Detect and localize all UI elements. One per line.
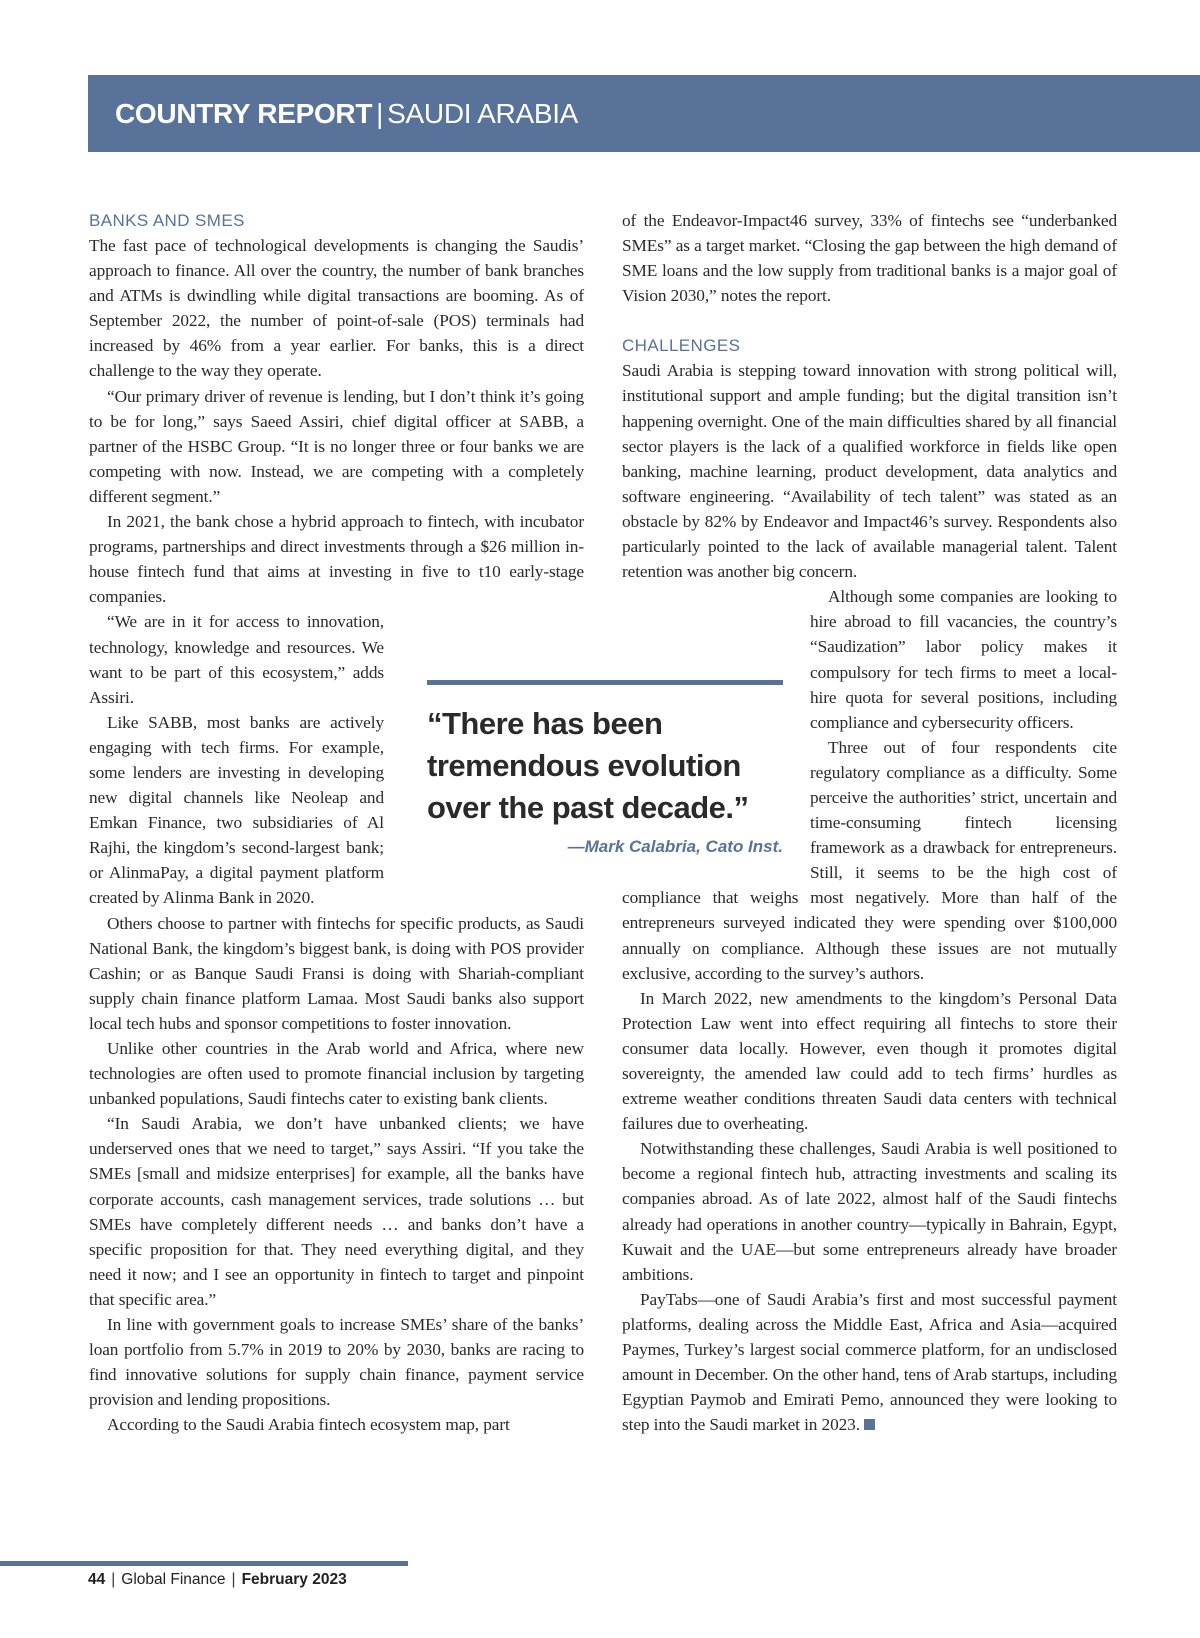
pull-quote-text: “There has been tremendous evolution over the past decade.” bbox=[427, 706, 749, 825]
paragraph: “We are in it for access to innovation, technology, knowledge and resources. We want to be part of this ecosystem,” adds Assiri. bbox=[89, 612, 384, 707]
pull-quote-rule bbox=[427, 680, 783, 685]
footer-rule bbox=[0, 1561, 408, 1566]
paragraph: “In Saudi Arabia, we don’t have unbanked clients; we have underserved ones that we need to target,” says Assiri. “If you take the SMEs [small and midsize enterprises] for example, all the banks have corporate accounts, cash management services, trade solutions … but SMEs have completely different needs … and banks don’t have a specific proposition for that. They need everything digital, and they need it now; and I see an opportunity in fintech to target and pinpoint that specific area.” bbox=[89, 1114, 584, 1309]
final-paragraph-text: PayTabs—one of Saudi Arabia’s first and most successful payment platforms, dealing across the Middle East, Africa and Asia—acquired Paymes, Turkey’s largest social commerce platform, for an undisclosed amount in December. On the other hand, tens of Arab startups, including Egyptian Paymob and Emirati Pemo, announced they were looking to step into the Saudi market in 2023. bbox=[622, 1289, 1117, 1435]
paragraph: Although some companies are looking to hire abroad to fill vacancies, the country’s “Saudization” labor policy makes it compulsory for tech firms to meet a local-hire quota for several positions, including compliance and cybersecurity officers. bbox=[810, 587, 1117, 732]
paragraph: of the Endeavor-Impact46 survey, 33% of fintechs see “underbanked SMEs” as a target market. “Closing the gap between the high demand of SME loans and the low supply from traditional banks is a major goal of Vision 2030,” notes the report. bbox=[622, 211, 1117, 306]
page-number: 44 bbox=[88, 1571, 106, 1588]
paragraph: Notwithstanding these challenges, Saudi Arabia is well positioned to become a regional fintech hub, attracting investments and scaling its companies abroad. As of late 2022, almost half of the Saudi fintechs already had operations in another country—typically in Bahrain, Egypt, Kuwait and the UAE—but some entrepreneurs already have broader ambitions. bbox=[622, 1139, 1117, 1284]
paragraph: Saudi Arabia is stepping toward innovation with strong political will, institutional support and ample funding; but the digital transition isn’t happening overnight. One of the main difficulties shared by all financial sector players is the lack of a qualified workforce in fields like open banking, machine learning, product development, data analytics and software engineering. “Availability of tech talent” was stated as an obstacle by 82% by Endeavor and Impact46’s survey. Respondents also particularly pointed to the lack of available managerial talent. Talent retention was another big concern. bbox=[622, 361, 1117, 582]
publication-name: Global Finance bbox=[121, 1571, 226, 1588]
paragraph: “Our primary driver of revenue is lending, but I don’t think it’s going to be for long,” says Saeed Assiri, chief digital officer at SABB, a partner of the HSBC Group. “It is no longer three or four banks we are competing with now. Instead, we are competing with a completely different segment.” bbox=[89, 386, 584, 506]
section-banner bbox=[88, 75, 1200, 152]
footer-separator: | bbox=[111, 1571, 116, 1588]
pull-quote-attribution: —Mark Calabria, Cato Inst. bbox=[567, 837, 783, 856]
paragraph: Unlike other countries in the Arab world and Africa, where new technologies are often used to promote financial inclusion by targeting unbanked populations, Saudi fintechs cater to existing bank clients. bbox=[89, 1039, 584, 1109]
paragraph: In line with government goals to increase SMEs’ share of the banks’ loan portfolio from 5.7% in 2019 to 20% by 2030, banks are racing to find innovative solutions for supply chain finance, payment service provision and lending propositions. bbox=[89, 1315, 584, 1410]
paragraph: In March 2022, new amendments to the kingdom’s Personal Data Protection Law went into effect requiring all fintechs to store their consumer data locally. However, even though it promotes digital sovereignty, the amended law could add to tech firms’ hurdles as extreme weather conditions threaten Saudi data centers with technical failures due to overheating. bbox=[622, 988, 1117, 1134]
end-mark-icon bbox=[864, 1419, 875, 1430]
footer-separator: | bbox=[231, 1571, 236, 1588]
section-title: COUNTRY REPORT bbox=[115, 97, 373, 129]
pull-quote bbox=[427, 680, 783, 857]
section-heading-challenges: CHALLENGES bbox=[622, 336, 741, 356]
paragraph: According to the Saudi Arabia fintech ecosystem map, part bbox=[107, 1415, 510, 1435]
page-footer bbox=[88, 1571, 347, 1589]
paragraph: The fast pace of technological developments is changing the Saudis’ approach to finance. All over the country, the number of bank branches and ATMs is dwindling while digital transactions are booming. As of September 2022, the number of point-of-sale (POS) terminals had increased by 46% from a year earlier. For banks, this is a direct challenge to the way they operate. bbox=[89, 236, 584, 381]
paragraph: Like SABB, most banks are actively engaging with tech firms. For example, some lenders are investing in developing new digital channels like Neoleap and Emkan Finance, two subsidiaries of Al Rajhi, the kingdom’s second-largest bank; or AlinmaPay, a digital payment platform created by Alinma Bank in 2020. bbox=[89, 712, 384, 908]
title-separator: | bbox=[376, 97, 384, 129]
issue-date: February 2023 bbox=[241, 1571, 347, 1588]
section-heading-banks: BANKS AND SMES bbox=[89, 211, 245, 230]
paragraph: In 2021, the bank chose a hybrid approach to fintech, with incubator programs, partnerships and direct investments through a $26 million in-house fintech fund that aims at investing in five to t10 early-stage companies. bbox=[89, 512, 584, 607]
paragraph-final bbox=[622, 1287, 1117, 1438]
paragraph: Three out of four respondents cite regulatory compliance as a difficulty. Some perceive the authorities’ strict, uncertain and time-consuming fintech licensing framework as a drawback for entrepreneurs. Still, it seems to be the high cost of compliance that weighs most negatively. More than half of the entrepreneurs surveyed indicated they were spending over $100,000 annually on compliance. Although these issues are not mutually exclusive, according to the survey’s authors. bbox=[622, 737, 1117, 983]
country-name: SAUDI ARABIA bbox=[387, 97, 579, 129]
paragraph: Others choose to partner with fintechs for specific products, as Saudi National Bank, the kingdom’s biggest bank, is doing with POS provider Cashin; or as Banque Saudi Fransi is doing with Shariah-compliant supply chain finance platform Lamaa. Most Saudi banks also support local tech hubs and sponsor competitions to foster innovation. bbox=[89, 913, 584, 1033]
